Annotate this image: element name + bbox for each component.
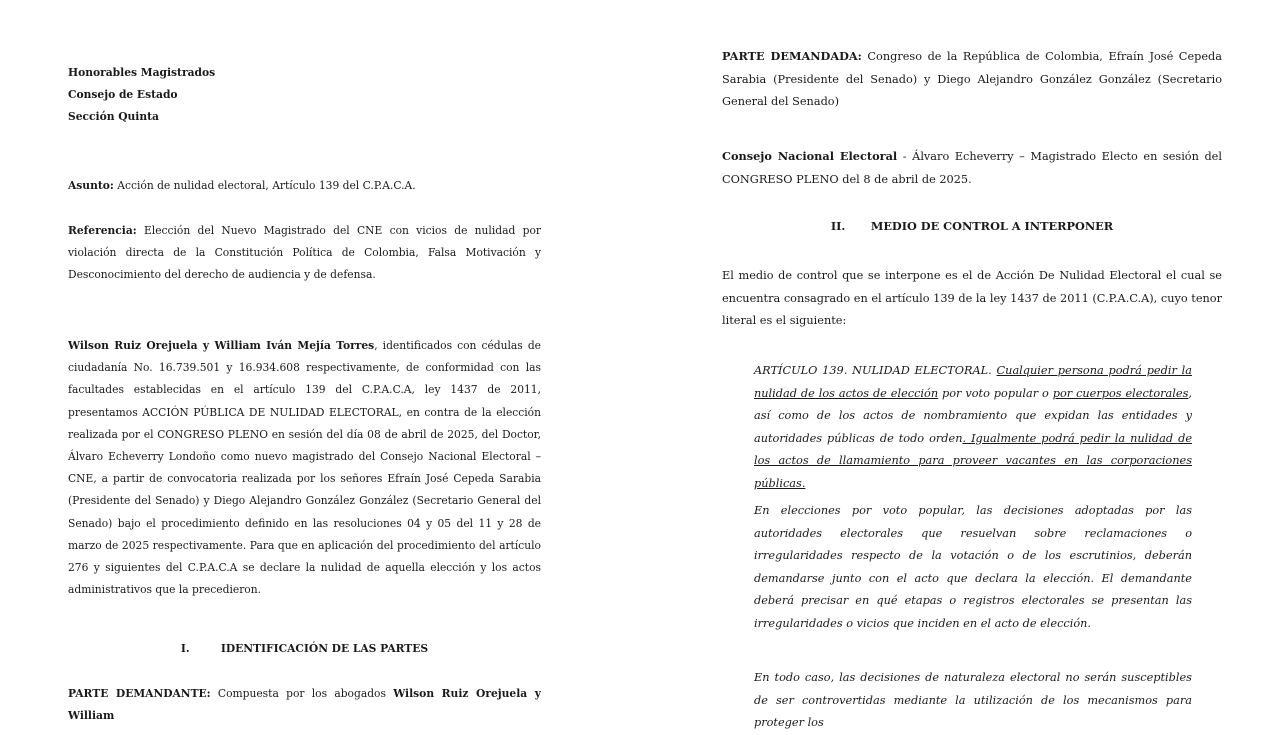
demandada-paragraph xyxy=(722,45,1222,114)
body-text: , identificados con cédulas de ciudadanía No. 16.739.501 y 16.934.608 respectivamente, de conformidad con las facultades establecidas en el artículo 139 del C.P.A.C.A, ley 1437 de 2011, presentamos ACCIÓN PÚBLICA DE NULIDAD ELECTORAL, en contra de la elección realizada por el CONGRESO PLENO en sesión del día 08 de abril de 2025, del Doctor, Álvaro Echeverry Londoño como nuevo magistrado del Consejo Nacional Electoral – CNE, a partir de convocatoria realizada por los señores Efraín José Cepeda Sarabia (Presidente del Senado) y Diego Alejandro González González (Secretario General del Senado) bajo el procedimiento definido en las resoluciones 04 y 05 del 11 y 28 de marzo de 2025 respectivamente. Para que en aplicación del procedimiento del artículo 276 y siguientes del C.P.A.C.A se declare la nulidad de aquella elección y los actos administrativos que la precedieron. xyxy=(68,339,541,597)
cne-label: Consejo Nacional Electoral xyxy=(722,149,898,163)
demandada-label: PARTE DEMANDADA: xyxy=(722,49,862,63)
demandante-label: PARTE DEMANDANTE: xyxy=(68,687,211,700)
intro-paragraph: El medio de control que se interpone es el de Acción De Nulidad Electoral el cual se encuentra consagrado en el artículo 139 de la ley 1437 de 2011 (C.P.A.C.A), cuyo tenor literal es el siguiente: xyxy=(722,269,1222,327)
section-title: MEDIO DE CONTROL A INTERPONER xyxy=(870,219,1114,233)
demandante-text: Compuesta por los abogados xyxy=(210,687,394,700)
addressee-block xyxy=(68,62,541,129)
body-paragraph xyxy=(68,335,541,601)
quote-paragraph-1 xyxy=(754,360,1192,495)
referencia-text: Elección del Nuevo Magistrado del CNE con vicios de nulidad por violación directa de la Constitución Política de Colombia, Falsa Motivación y Desconocimiento del derecho de audiencia y de defensa. xyxy=(68,224,541,282)
addressee-line: Honorables Magistrados xyxy=(68,66,216,79)
section-title: IDENTIFICACIÓN DE LAS PARTES xyxy=(220,642,429,655)
quote-underlined: . Igualmente podrá pedir la nulidad de los actos de llamamiento para proveer vacantes en las corporaciones públicas. xyxy=(754,431,1193,490)
quote-text: , así como de los actos de nombramiento que expidan las entidades y autoridades públicas de todo orden xyxy=(754,386,1192,445)
quote-paragraph-2: En elecciones por voto popular, las decisiones adoptadas por las autoridades electorales que resuelvan sobre reclamaciones o irregularidades respecto de la votación o de los escrutinios, deberán demandarse junto con el acto que declara la elección. El demandante deberá precisar en qué etapas o registros electorales se presentan las irregularidades o vicios que inciden en el acto de elección. xyxy=(754,504,1192,630)
referencia-label: Referencia: xyxy=(68,224,137,237)
asunto-paragraph xyxy=(68,175,541,197)
demandante-names: Wilson Ruiz Orejuela y William xyxy=(68,687,541,723)
addressee-line: Consejo de Estado xyxy=(68,88,178,102)
quote-underlined: por cuerpos electorales xyxy=(1052,386,1189,400)
asunto-label: Asunto: xyxy=(68,179,114,192)
quote-text: por voto popular o xyxy=(938,386,1053,400)
claimant-names: Wilson Ruiz Orejuela y William Iván Mejía Torres xyxy=(68,339,375,352)
quote-underlined: Cualquier persona podrá pedir la nulidad de los actos de elección xyxy=(754,364,1192,400)
section-number: I. xyxy=(180,642,190,655)
section-number: II. xyxy=(830,219,846,233)
demandante-paragraph xyxy=(68,683,541,727)
addressee-line: Sección Quinta xyxy=(68,110,159,124)
demandada-text: Congreso de la República de Colombia, Efraín José Cepeda Sarabia (Presidente del Senado) y Diego Alejandro González González (Secretario General del Senado) xyxy=(722,50,1223,108)
asunto-text: Acción de nulidad electoral, Artículo 139 del C.P.A.C.A. xyxy=(113,179,416,192)
cne-text: - Álvaro Echeverry – Magistrado Electo en sesión del CONGRESO PLENO del 8 de abril de 2025. xyxy=(722,150,1222,186)
referencia-paragraph xyxy=(68,220,541,287)
quote-text: ARTÍCULO 139. NULIDAD ELECTORAL. xyxy=(754,364,997,377)
section-heading-2 xyxy=(722,215,1222,238)
quote-paragraph-3: En todo caso, las decisiones de naturaleza electoral no serán susceptibles de ser controvertidas mediante la utilización de los mecanismos para proteger los xyxy=(754,671,1192,729)
cne-paragraph xyxy=(722,145,1222,191)
section-heading-1 xyxy=(68,638,541,660)
